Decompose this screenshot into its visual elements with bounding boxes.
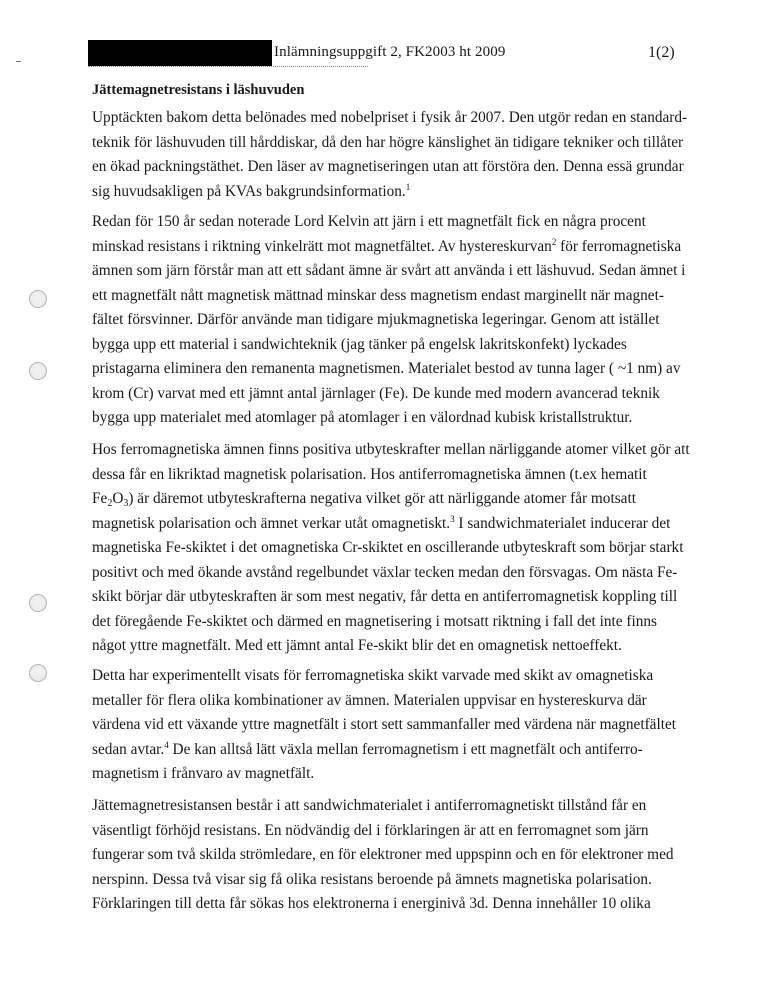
text-line: Upptäckten bakom detta belönades med nobelpriset i fysik år 2007. Den utgör redan en standard- — [92, 109, 688, 126]
text-line — [92, 235, 704, 260]
text-line: bygga upp materialet med atomlager på atomlager i en välordnad kubisk kristallstruktur. — [92, 409, 633, 426]
paragraph-1 — [92, 106, 704, 204]
text-line: Detta har experimentellt visats för ferromagnetiska skikt varvade med skikt av omagnetiska — [92, 667, 654, 684]
text-line: bygga upp ett material i sandwichteknik (jag tänker på engelsk lakritskonfekt) lyckades — [92, 335, 627, 353]
text-line: magnetism i frånvaro av magnetfält. — [92, 765, 315, 782]
footnote-ref: 2 — [551, 236, 557, 247]
text-line: fungerar som två skilda strömledare, en för elektroner med uppspinn och en för elektroner med — [92, 846, 674, 863]
subscript: 3 — [123, 498, 129, 509]
redaction-block — [88, 40, 272, 66]
text-line: magnetiska Fe-skiktet i det omagnetiska Cr-skiktet en oscillerande utbyteskraft som börjar starkt — [92, 539, 684, 556]
footnote-ref: 1 — [405, 181, 411, 192]
text-segment: för ferromagnetiska — [556, 237, 682, 255]
page-number: 1(2) — [648, 44, 675, 61]
text-line — [92, 180, 704, 205]
subscript: 2 — [107, 498, 113, 509]
text-line — [92, 512, 704, 537]
text-segment: sig huvudsakligen på KVAs bakgrundsinformation. — [92, 182, 406, 200]
text-line: krom (Cr) varvat med ett jämnt antal järnlager (Fe). De kunde med modern avancerad teknik — [92, 384, 660, 402]
paragraph-2 — [92, 210, 704, 431]
header-rule — [88, 66, 368, 67]
text-segment: O — [112, 490, 124, 507]
text-line: Redan för 150 år sedan noterade Lord Kelvin att järn i ett magnetfält fick en några procent — [92, 213, 646, 230]
text-line: Förklaringen till detta får sökas hos elektronerna i energinivå 3d. Denna innehåller 10 olika — [92, 895, 651, 912]
text-line: det föregående Fe-skiktet och därmed en magnetisering i motsatt riktning i fall det inte finns — [92, 612, 657, 630]
text-segment: De kan alltså lätt växla mellan ferromagnetism i ett magnetfält och antiferro- — [168, 740, 643, 758]
header-title: Inlämningsuppgift 2, FK2003 ht 2009 — [274, 44, 506, 60]
footnote-ref: 4 — [164, 739, 169, 750]
text-line: ämnen som järn förstår man att ett sådant ämne är svårt att använda i ett läshuvud. Sedan ämnet i — [92, 262, 686, 279]
text-line: nerspinn. Dessa två visar sig få olika resistans beroende på ämnets magnetiska polarisation. — [92, 870, 652, 888]
text-line: skikt börjar där utbyteskraften är som mest negativ, får detta en antiferromagnetisk koppling till — [92, 588, 678, 605]
text-line: teknik för läshuvuden till hårddiskar, då den har högre känslighet än tidigare tekniker och tillåter — [92, 133, 684, 151]
text-line: värdena vid ett växande yttre magnetfält i stort sett sammanfaller med värdena när magnetfältet — [92, 716, 677, 733]
paragraph-3 — [92, 438, 704, 659]
text-line: positivt och med ökande avstånd regelbundet växlar tecken medan den försvagas. Om nästa Fe- — [92, 563, 678, 581]
text-line: en ökad packningstäthet. Den läser av magnetiseringen utan att förstöra den. Denna essä grundar — [92, 158, 684, 175]
text-segment: Fe — [92, 490, 108, 507]
text-line: fältet försvinner. Därför använde man tidigare mjukmagnetiska legeringar. Genom att istället — [92, 311, 660, 328]
punch-hole — [29, 290, 47, 308]
text-line: Hos ferromagnetiska ämnen finns positiva utbyteskrafter mellan närliggande atomer vilket gör att — [92, 441, 690, 458]
scan-mark — [16, 61, 21, 62]
text-segment: magnetisk polarisation och ämnet verkar utåt omagnetiskt. — [92, 514, 451, 532]
text-line: metaller för flera olika kombinationer av ämnen. Materialen uppvisar en hystereskurva där — [92, 691, 647, 709]
text-line: ett magnetfält nått magnetisk mättnad minskar dess magnetism endast marginellt när magnet- — [92, 286, 664, 304]
text-segment: ) är däremot utbyteskrafterna negativa vilket gör att närliggande atomer får motsatt — [128, 490, 636, 507]
text-line — [92, 487, 704, 512]
text-line — [92, 738, 704, 763]
text-segment: sedan avtar. — [92, 740, 165, 758]
text-line: pristagarna eliminera den remanenta magnetismen. Materialet bestod av tunna lager ( ~1 nm) av — [92, 360, 681, 377]
punch-hole — [29, 664, 47, 682]
footnote-ref: 3 — [450, 513, 455, 524]
essay-heading: Jättemagnetresistans i läshuvuden — [92, 82, 305, 98]
text-line: Jättemagnetresistansen består i att sandwichmaterialet i antiferromagnetiskt tillstånd får en — [92, 797, 647, 814]
text-line: dessa får en likriktad magnetisk polarisation. Hos antiferromagnetiska ämnen (t.ex hematit — [92, 465, 647, 483]
paragraph-5 — [92, 794, 704, 917]
paragraph-4 — [92, 664, 704, 787]
punch-hole — [29, 594, 47, 612]
punch-hole — [29, 362, 47, 380]
text-line: väsentligt förhöjd resistans. En nödvändig del i förklaringen är att en ferromagnet som järn — [92, 821, 649, 839]
text-line: något yttre magnetfält. Med ett jämnt antal Fe-skikt blir det en omagnetisk nettoeffekt. — [92, 637, 622, 654]
text-segment: I sandwichmaterialet inducerar det — [454, 514, 671, 532]
text-segment: minskad resistans i riktning vinkelrätt mot magnetfältet. Av hystereskurvan — [92, 237, 552, 255]
